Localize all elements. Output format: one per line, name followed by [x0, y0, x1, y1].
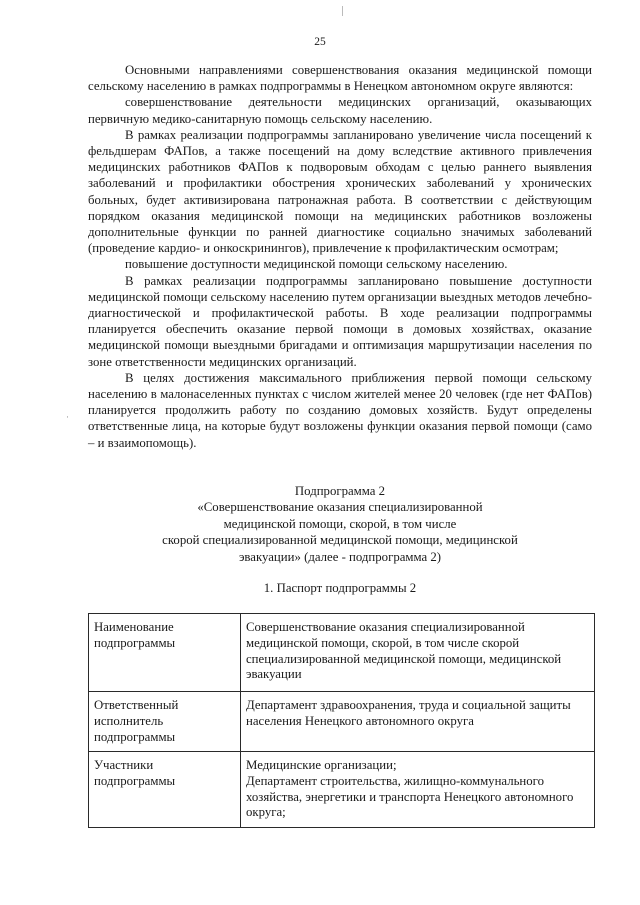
passport-title: 1. Паспорт подпрограммы 2 [263, 581, 417, 595]
body-text [88, 62, 592, 451]
table-row [89, 752, 595, 828]
paragraph: В рамках реализации подпрограммы запланировано повышение доступности медицинской помощи сельскому населению путем организации выездных методов лечебно-диагностической и профилактической работы. В ходе реализации подпрограммы планируется обеспечить оказание первой помощи в домовых хозяйствах, оказание медицинской помощи выездными бригадами и оптимизация маршрутизации населения по зоне ответственности медицинских организаций. [88, 273, 592, 369]
table-row [89, 614, 595, 692]
value-line: Совершенствование оказания специализированной медицинской помощи, скорой, в том числе скорой специализированной медицинской помощи, медицинской эвакуации [246, 620, 562, 682]
heading-line: эвакуации» (далее - подпрограмма 2) [238, 549, 442, 564]
table-row [89, 692, 595, 752]
heading-line: Подпрограмма 2 [294, 484, 386, 498]
heading-line: «Совершенствование оказания специализированной [197, 500, 483, 515]
label-cell: Ответственный исполнитель подпрограммы [89, 692, 241, 752]
passport-table [88, 613, 595, 828]
value-cell [241, 614, 595, 692]
heading-line: скорой специализированной медицинской помощи, медицинской [162, 533, 518, 548]
paragraph: совершенствование деятельности медицинских организаций, оказывающих первичную медико-санитарную помощь сельскому населению. [88, 95, 592, 126]
value-line: Департамент здравоохранения, труда и социальной защиты населения Ненецкого автономного округа [246, 698, 571, 728]
label-cell: Участники подпрограммы [89, 752, 241, 828]
paragraph: В рамках реализации подпрограммы запланировано увеличение числа посещений к фельдшерам ФАПов, а также посещений на дому вследствие активного привлечения медицинских работников ФАПов к подворовым обходам с целью раннего выявления заболеваний и профилактики обострения хронических заболеваний у хронических больных, будет активизирована патронажная работа. В соответствии с действующим порядком оказания медицинской помощи на медицинских работников возложены дополнительные функции по ранней диагностике социально значимых заболеваний (проведение кардио- и онкоскринингов), привлечение к профилактическим осмотрам; [88, 127, 592, 256]
value-line: Медицинские организации; [246, 758, 397, 772]
value-line: Департамент строительства, жилищно-коммунального хозяйства, энергетики и транспорта Ненецкого автономного округа; [246, 773, 574, 820]
paragraph: Основными направлениями совершенствования оказания медицинской помощи сельскому населению в рамках подпрограммы в Ненецком автономном округе являются: [88, 63, 592, 94]
page-number: 25 [314, 36, 326, 48]
subprogram-heading [88, 483, 592, 565]
paragraph: В целях достижения максимального приближения первой помощи сельскому населению в малонаселенных пунктах с числом жителей менее 20 человек (где нет ФАПов) планируется продолжить работу по созданию домовых хозяйств. Будут определены ответственные лица, на которые будут возложены функции оказания первой помощи (само – и взаимопомощь). [88, 370, 592, 450]
margin-dot: · [66, 412, 69, 422]
scan-tick-mark [342, 6, 343, 16]
value-cell [241, 692, 595, 752]
value-cell [241, 752, 595, 828]
heading-line: медицинской помощи, скорой, в том числе [223, 516, 457, 531]
paragraph: повышение доступности медицинской помощи сельскому населению. [125, 257, 508, 272]
label-cell: Наименование подпрограммы [89, 614, 241, 692]
